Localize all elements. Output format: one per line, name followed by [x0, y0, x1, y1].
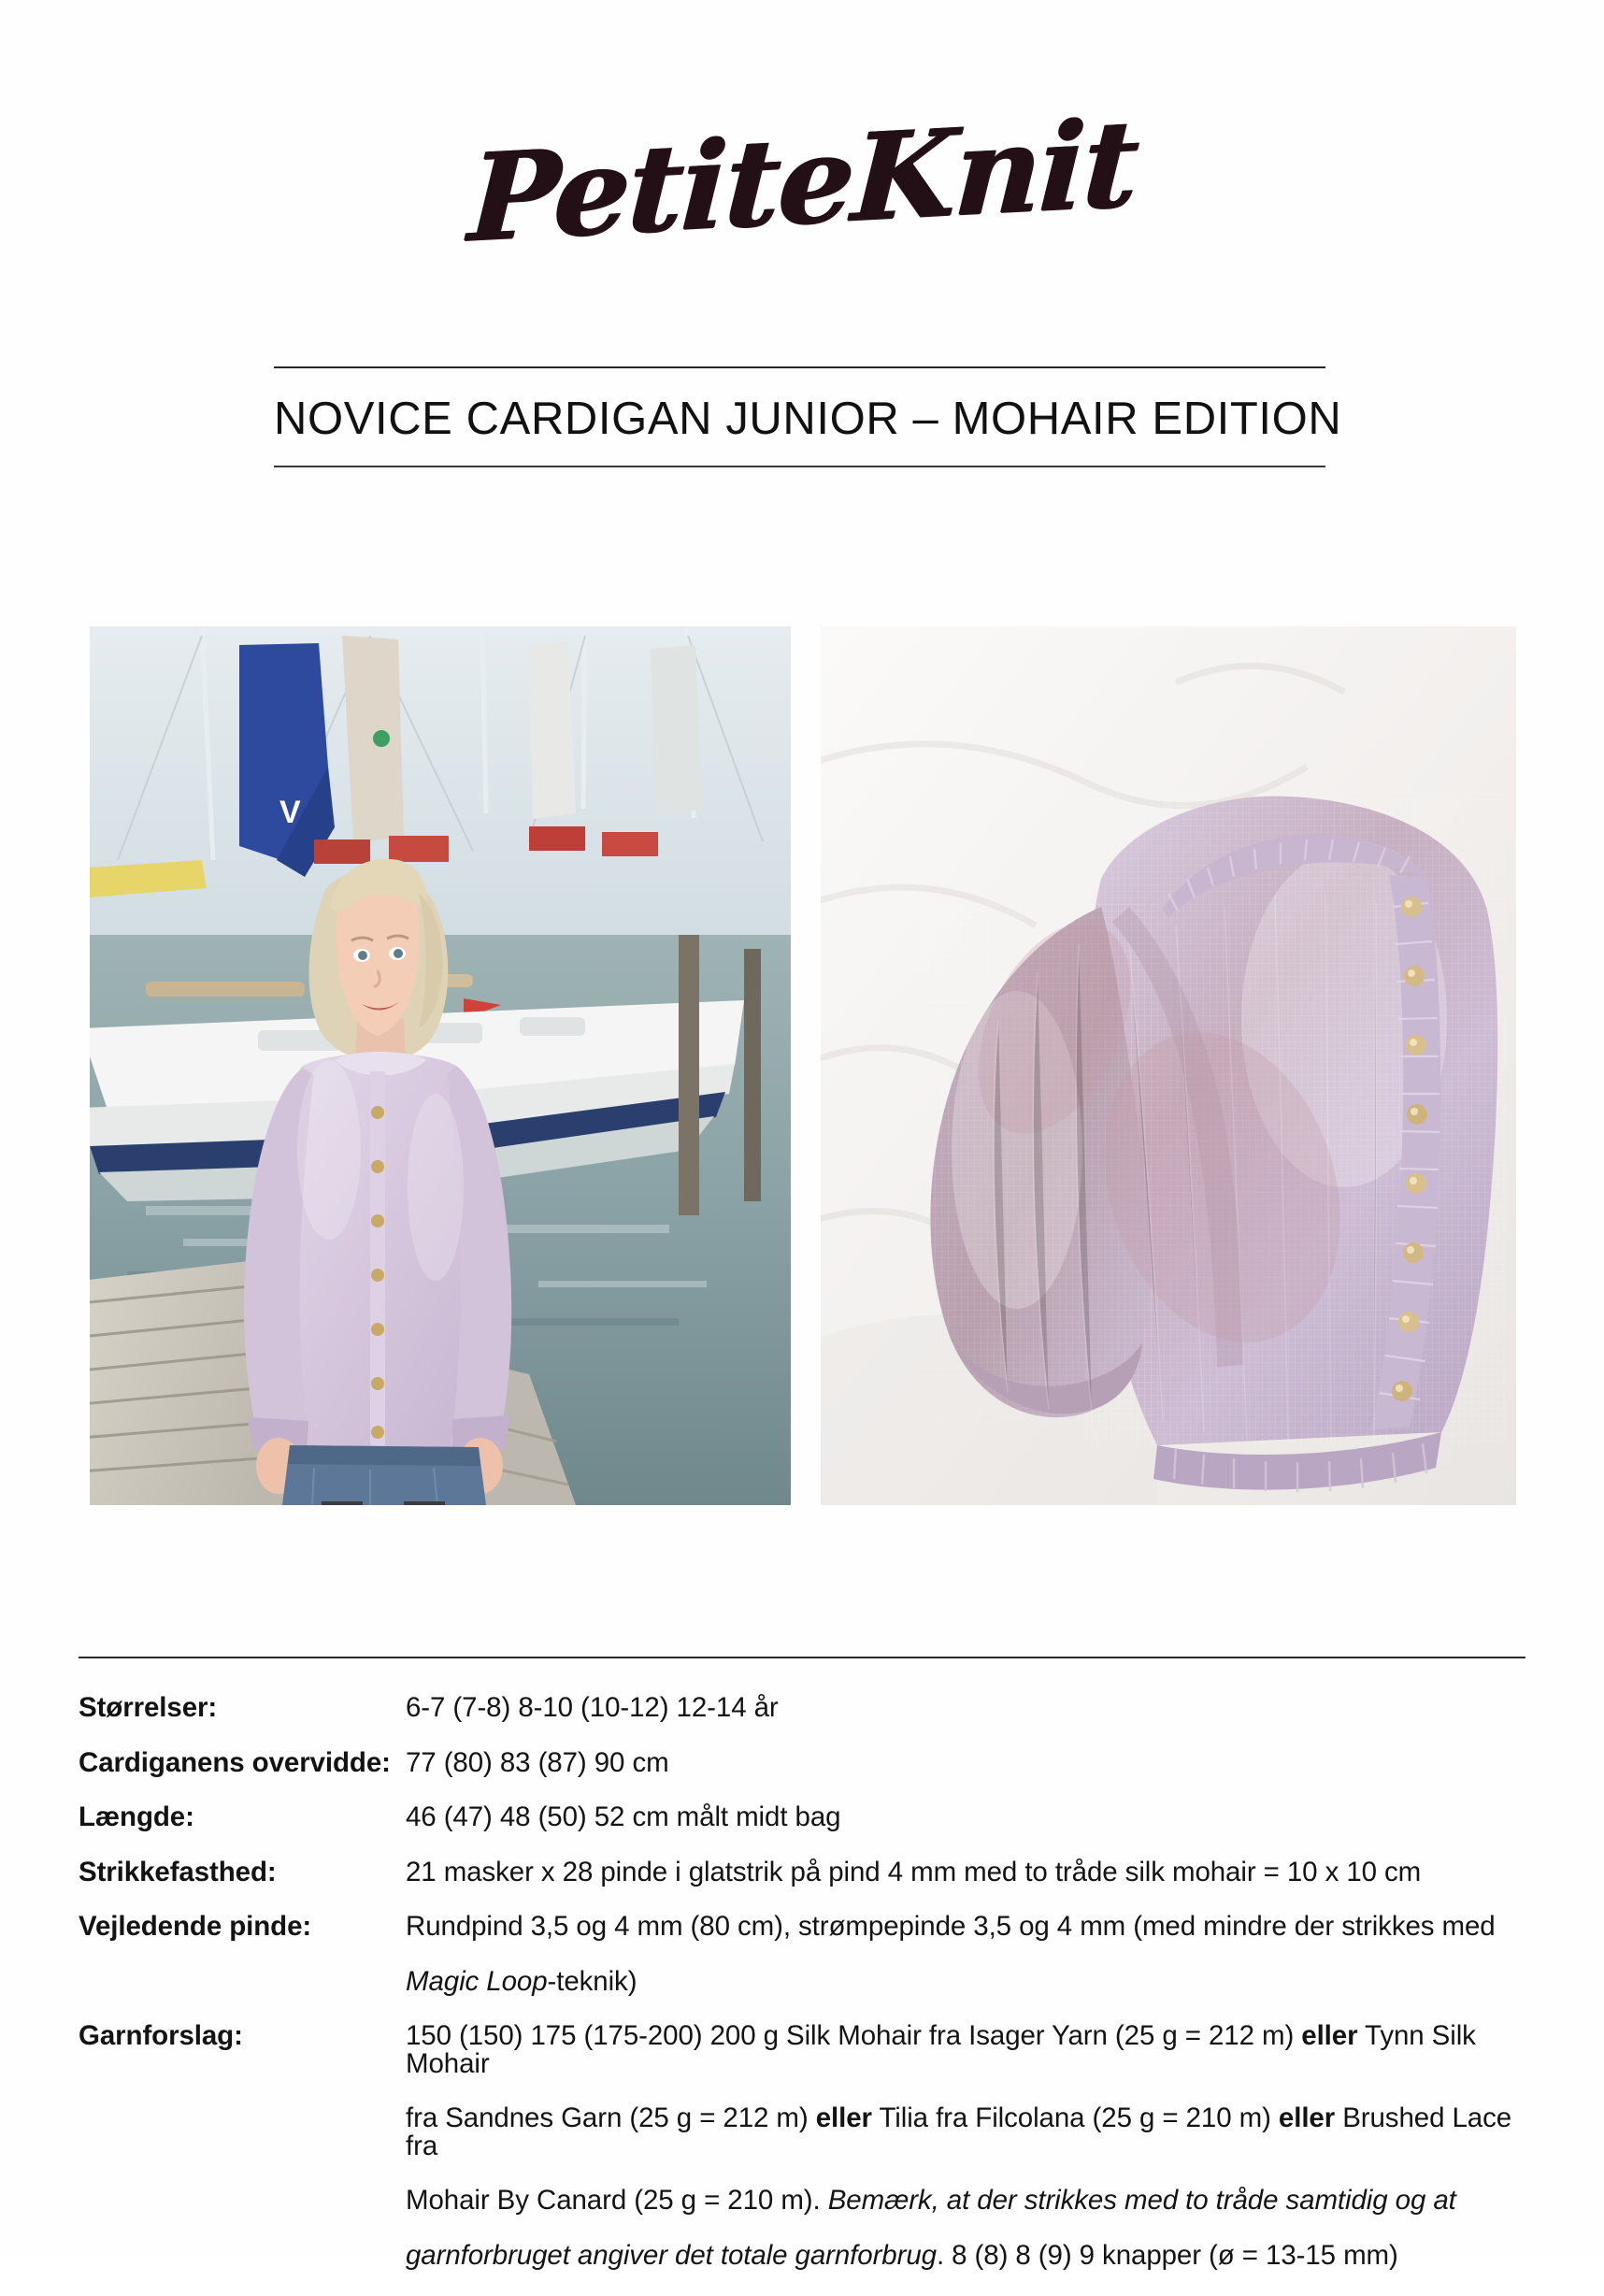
spec-value-line: [406, 1803, 1537, 1831]
spec-value: [406, 1858, 1537, 1887]
spec-label: Vejledende pinde:: [79, 1911, 312, 1942]
spec-label: Cardiganens overvidde:: [79, 1746, 391, 1778]
spec-value-segment: 46 (47) 48 (50) 52 cm målt midt bag: [406, 1801, 841, 1832]
spec-table-rule: [79, 1657, 1525, 1658]
spec-value-line: [406, 2022, 1537, 2077]
spec-value-segment: eller: [815, 2102, 872, 2133]
spec-value-line: [406, 2187, 1537, 2215]
spec-value-segment: -teknik): [547, 1965, 637, 1997]
photo-cardigan-illustration: [821, 626, 1516, 1505]
spec-value-segment: Bemærk, at der strikkes med to tråde samtidig og at: [827, 2185, 1456, 2216]
spec-value-segment: Rundpind 3,5 og 4 mm (80 cm), strømpepinde 3,5 og 4 mm (med mindre der strikkes med: [406, 1911, 1496, 1942]
spec-value-segment: 21 masker x 28 pinde i glatstrik på pind 4 mm med to tråde silk mohair = 10 x 10 cm: [406, 1856, 1422, 1887]
spec-row: [79, 1858, 1537, 1887]
spec-label: Størrelser:: [79, 1692, 218, 1723]
spec-table: [79, 1694, 1537, 2296]
spec-value-segment: . 8 (8) 8 (9) 9 knapper (ø = 13-15 mm): [936, 2239, 1398, 2271]
page-title: NOVICE CARDIGAN JUNIOR – MOHAIR EDITION: [274, 394, 1342, 444]
title-rule-bottom: [274, 466, 1325, 467]
spec-value-line: [406, 2239, 1537, 2271]
photo-cardigan-flatlay: [821, 626, 1516, 1505]
spec-value-line: [406, 2104, 1537, 2160]
spec-value-segment: Magic Loop: [406, 1965, 548, 1997]
spec-row: [79, 1746, 1537, 1778]
spec-row: [79, 1694, 1537, 1722]
spec-label: Garnforslag:: [79, 2020, 243, 2051]
spec-row: [79, 2022, 1537, 2269]
spec-value-segment: 6-7 (7-8) 8-10 (10-12) 12-14 år: [406, 1692, 779, 1723]
spec-value-segment: Brushed Lace fra: [406, 2102, 1512, 2161]
photo-girl-wearing-cardigan: [90, 626, 791, 1505]
spec-value: [406, 1746, 1537, 1778]
spec-value-segment: Mohair By Canard (25 g = 210 m).: [406, 2185, 828, 2216]
spec-value-segment: garnforbruget angiver det totale garnforbrug: [406, 2239, 937, 2271]
spec-value: [406, 1803, 1537, 1831]
spec-value-segment: 150 (150) 175 (175-200) 200 g Silk Mohair fra Isager Yarn (25 g = 212 m): [406, 2020, 1302, 2051]
spec-value-line: [406, 1694, 1537, 1722]
svg-text:V: V: [279, 795, 301, 830]
spec-row: [79, 1913, 1537, 1995]
photo-girl-illustration: [90, 626, 791, 1505]
spec-value-segment: eller: [1301, 2020, 1358, 2051]
brand-logo-text: PetiteKnit: [465, 93, 1139, 270]
spec-value: [406, 1694, 1537, 1722]
spec-value-segment: fra Sandnes Garn (25 g = 212 m): [406, 2102, 816, 2133]
title-block: [274, 366, 1342, 467]
spec-value-line: [406, 1965, 1537, 1997]
spec-value-line: [406, 1858, 1537, 1887]
spec-value-segment: Tynn Silk Mohair: [406, 2020, 1476, 2079]
spec-value-segment: Tilia fra Filcolana (25 g = 210 m): [871, 2102, 1279, 2133]
spec-value-segment: 77 (80) 83 (87) 90 cm: [406, 1746, 669, 1778]
spec-row: [79, 1803, 1537, 1831]
spec-value-line: [406, 1913, 1537, 1941]
spec-value-segment: eller: [1278, 2102, 1336, 2133]
spec-value-line: [406, 1746, 1537, 1778]
brand-logo: [0, 93, 1604, 270]
spec-label: Længde:: [79, 1801, 194, 1832]
spec-label: Strikkefasthed:: [79, 1856, 277, 1887]
spec-value: [406, 1913, 1537, 1995]
spec-value: [406, 2022, 1537, 2269]
